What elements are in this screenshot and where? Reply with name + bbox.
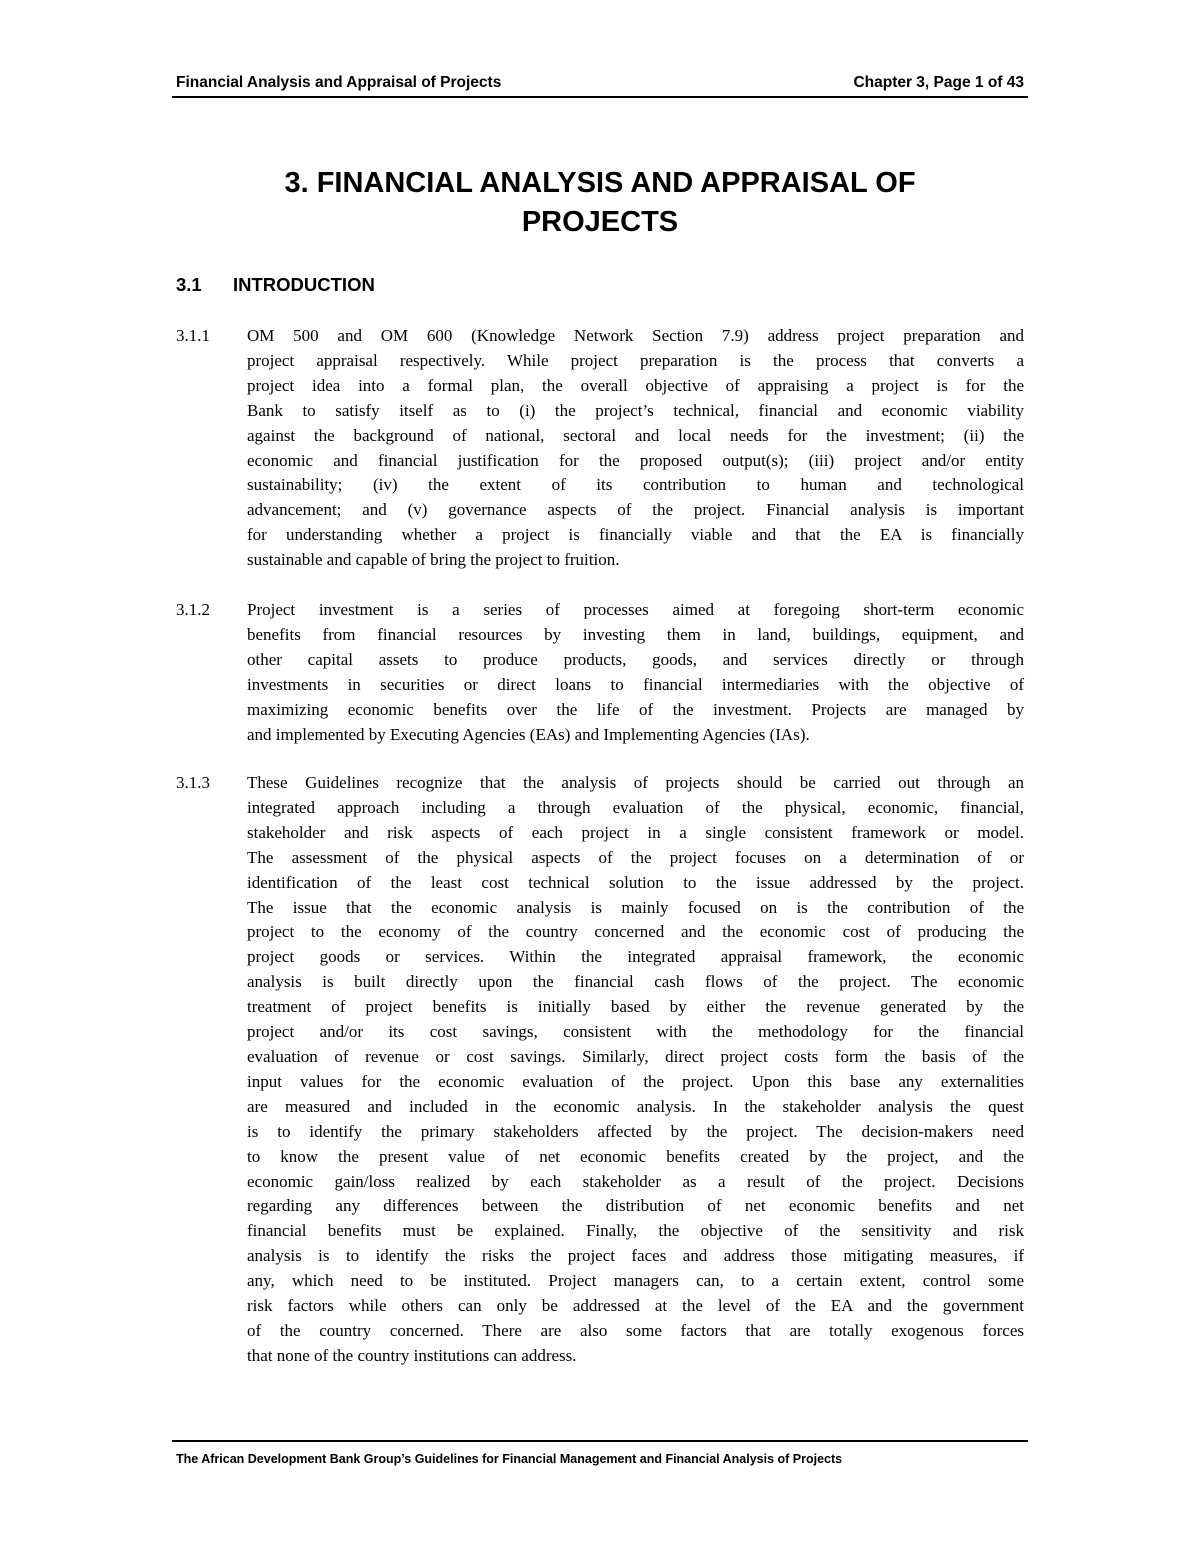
text-line: evaluation of revenue or cost savings. Similarly, direct project costs form the basis of the	[247, 1046, 1024, 1066]
text-line: financial benefits must be explained. Finally, the objective of the sensitivity and risk	[247, 1221, 1024, 1241]
text-line: project and/or its cost savings, consistent with the methodology for the financial	[247, 1022, 1024, 1042]
text-line: stakeholder and risk aspects of each project in a single consistent framework or model.	[247, 822, 1024, 842]
text-line: investments in securities or direct loans to financial intermediaries with the objective of	[247, 674, 1024, 694]
section-number: 3.1	[176, 274, 202, 295]
text-line: identification of the least cost technical solution to the issue addressed by the project.	[247, 872, 1024, 892]
text-line: other capital assets to produce products, goods, and services directly or through	[247, 649, 1024, 669]
page-footer	[172, 1440, 1028, 1466]
paragraph-body	[247, 324, 1024, 573]
text-line: advancement; and (v) governance aspects of the project. Financial analysis is important	[247, 500, 1024, 520]
text-line: project goods or services. Within the integrated appraisal framework, the economic	[247, 947, 1024, 967]
text-line: benefits from financial resources by investing them in land, buildings, equipment, and	[247, 624, 1024, 644]
text-line: analysis is built directly upon the financial cash flows of the project. The economic	[247, 972, 1024, 992]
text-line: is to identify the primary stakeholders affected by the project. The decision-makers need	[247, 1121, 1024, 1141]
text-line: risk factors while others can only be addressed at the level of the EA and the government	[247, 1296, 1024, 1316]
text-line: The issue that the economic analysis is mainly focused on is the contribution of the	[247, 897, 1024, 917]
text-line: The assessment of the physical aspects of the project focuses on a determination of or	[247, 847, 1024, 867]
chapter-title	[172, 164, 1028, 242]
header-page-number: Chapter 3, Page 1 of 43	[853, 74, 1024, 91]
text-line: sustainability; (iv) the extent of its contribution to human and technological	[247, 475, 1024, 495]
paragraph-number: 3.1.2	[176, 600, 210, 619]
text-line: Bank to satisfy itself as to (i) the project’s technical, financial and economic viability	[247, 400, 1024, 420]
text-line: OM 500 and OM 600 (Knowledge Network Section 7.9) address project preparation and	[247, 326, 1024, 345]
text-line: project to the economy of the country concerned and the economic cost of producing the	[247, 922, 1024, 942]
paragraph-number: 3.1.3	[176, 773, 210, 792]
chapter-title-line-1: 3. FINANCIAL ANALYSIS AND APPRAISAL OF	[284, 167, 916, 199]
page-header	[172, 70, 1028, 98]
section-title: INTRODUCTION	[233, 274, 375, 295]
text-line: regarding any differences between the distribution of net economic benefits and net	[247, 1196, 1024, 1216]
text-line: for understanding whether a project is financially viable and that the EA is financially	[247, 525, 1024, 545]
text-line: that none of the country institutions can address.	[247, 1345, 577, 1365]
section-heading	[176, 274, 375, 296]
text-line: Project investment is a series of processes aimed at foregoing short-term economic	[247, 600, 1024, 619]
text-line: against the background of national, sectoral and local needs for the investment; (ii) the	[247, 425, 1024, 445]
text-line: are measured and included in the economic analysis. In the stakeholder analysis the quest	[247, 1096, 1024, 1116]
text-line: analysis is to identify the risks the project faces and address those mitigating measures, if	[247, 1246, 1024, 1266]
paragraph-body	[247, 771, 1024, 1369]
text-line: sustainable and capable of bring the project to fruition.	[247, 550, 620, 570]
chapter-title-line-2: PROJECTS	[521, 206, 679, 238]
text-line: These Guidelines recognize that the analysis of projects should be carried out through an	[247, 773, 1024, 792]
text-line: project idea into a formal plan, the overall objective of appraising a project is for the	[247, 375, 1024, 395]
footer-text: The African Development Bank Group’s Guidelines for Financial Management and Financial Analysis of Projects	[176, 1452, 843, 1466]
text-line: to know the present value of net economic benefits created by the project, and the	[247, 1146, 1024, 1166]
text-line: project appraisal respectively. While project preparation is the process that converts a	[247, 350, 1024, 370]
text-line: integrated approach including a through evaluation of the physical, economic, financial,	[247, 797, 1024, 817]
text-line: any, which need to be instituted. Project managers can, to a certain extent, control some	[247, 1271, 1024, 1291]
text-line: of the country concerned. There are also some factors that are totally exogenous forces	[247, 1320, 1024, 1340]
text-line: economic gain/loss realized by each stakeholder as a result of the project. Decisions	[247, 1171, 1024, 1191]
text-line: treatment of project benefits is initially based by either the revenue generated by the	[247, 997, 1024, 1017]
text-line: economic and financial justification for the proposed output(s); (iii) project and/or entity	[247, 450, 1024, 470]
paragraph-number: 3.1.1	[176, 326, 210, 345]
text-line: input values for the economic evaluation of the project. Upon this base any externalities	[247, 1071, 1024, 1091]
header-document-title: Financial Analysis and Appraisal of Projects	[176, 74, 502, 91]
text-line: and implemented by Executing Agencies (EAs) and Implementing Agencies (IAs).	[247, 724, 810, 744]
paragraph-body	[247, 598, 1024, 747]
text-line: maximizing economic benefits over the life of the investment. Projects are managed by	[247, 699, 1024, 719]
